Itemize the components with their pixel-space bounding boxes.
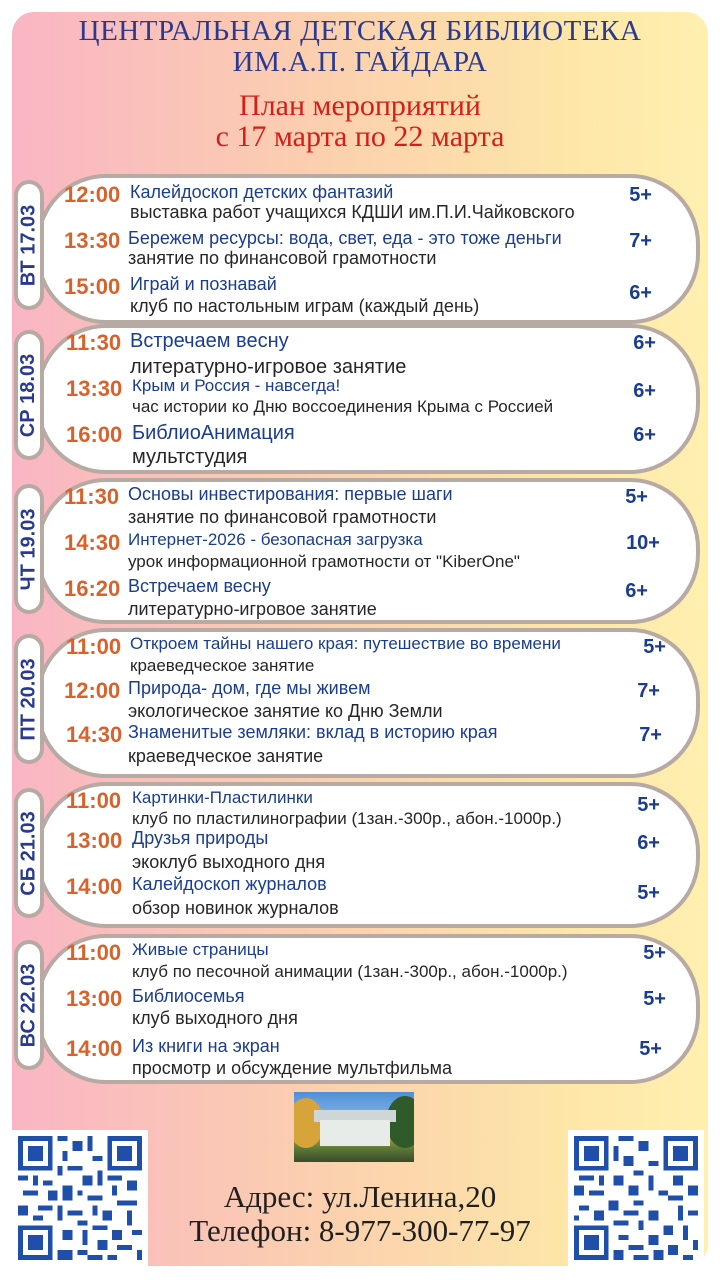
event-title: Играй и познавай <box>130 274 277 294</box>
qr-code-left[interactable] <box>12 1130 148 1266</box>
age-badge: 6+ <box>629 282 652 304</box>
event-time: 11:00 <box>66 940 122 965</box>
event-title: Откроем тайны нашего края: путешествие во времени <box>130 634 561 653</box>
library-name-line2: ИМ.А.П. ГАЙДАРА <box>232 46 488 78</box>
event-time: 13:00 <box>66 828 123 853</box>
event-subtitle: краеведческое занятие <box>128 746 324 766</box>
day-block-wednesday <box>14 324 700 474</box>
event-time: 13:00 <box>66 986 123 1011</box>
event-subtitle: мультстудия <box>132 446 248 468</box>
event-subtitle: экологическое занятие ко Дню Земли <box>128 701 443 721</box>
age-badge: 6+ <box>637 832 660 854</box>
qr-code-right[interactable] <box>568 1130 704 1266</box>
event-title: Природа- дом, где мы живем <box>128 678 371 698</box>
age-badge: 5+ <box>643 942 666 964</box>
event-title: Встречаем весну <box>130 330 289 352</box>
age-badge: 5+ <box>629 184 652 206</box>
day-tab <box>14 788 44 918</box>
event-time: 11:00 <box>66 788 122 813</box>
event-subtitle: выставка работ учащихся КДШИ им.П.И.Чайковского <box>130 202 575 222</box>
event-time: 11:30 <box>66 330 122 355</box>
day-label: ПТ 20.03 <box>17 657 40 741</box>
event-time: 14:30 <box>66 722 123 747</box>
library-name-line1: ЦЕНТРАЛЬНАЯ ДЕТСКАЯ БИБЛИОТЕКА <box>78 15 642 47</box>
event-time: 11:30 <box>64 484 120 509</box>
photo-tree <box>386 1096 414 1148</box>
event-time: 11:00 <box>66 634 122 659</box>
event-subtitle: просмотр и обсуждение мультфильма <box>132 1058 452 1078</box>
day-label: ВС 22.03 <box>17 963 40 1047</box>
event-title: Картинки-Пластилинки <box>132 788 313 807</box>
qr-code-right-icon <box>574 1136 698 1260</box>
day-tab <box>14 634 44 764</box>
age-badge: 5+ <box>625 486 648 508</box>
event-title: Живые страницы <box>132 940 269 959</box>
event-title: БиблиоАнимация <box>132 422 295 444</box>
event-title: Бережем ресурсы: вода, свет, еда - это тоже деньги <box>128 228 562 248</box>
age-badge: 5+ <box>637 882 660 904</box>
event-subtitle: клуб по настольным играм (каждый день) <box>130 296 480 316</box>
age-badge: 5+ <box>643 988 666 1010</box>
day-tab <box>14 330 44 460</box>
day-label: ВТ 17.03 <box>17 204 40 286</box>
event-title: Встречаем весну <box>128 576 271 596</box>
event-time: 15:00 <box>64 274 121 299</box>
event-subtitle: литературно-игровое занятие <box>128 599 377 619</box>
age-badge: 5+ <box>639 1038 662 1060</box>
event-title: Крым и Россия - навсегда! <box>132 376 341 395</box>
event-title: Интернет-2026 - безопасная загрузка <box>128 530 423 549</box>
event-subtitle: литературно-игровое занятие <box>130 356 407 378</box>
age-badge: 7+ <box>639 724 662 746</box>
day-block-friday <box>14 628 700 778</box>
plan-title <box>0 90 720 152</box>
event-subtitle: занятие по финансовой грамотности <box>128 507 437 527</box>
event-time: 14:30 <box>64 530 121 555</box>
event-title: Знаменитые земляки: вклад в историю края <box>128 722 498 742</box>
event-time: 12:00 <box>64 182 121 207</box>
age-badge: 6+ <box>625 580 648 602</box>
event-subtitle: час истории ко Дню воссоединения Крыма с Россией <box>132 397 554 416</box>
age-badge: 6+ <box>633 424 656 446</box>
day-tab <box>14 180 44 310</box>
event-time: 16:20 <box>64 576 121 601</box>
event-time: 16:00 <box>66 422 123 447</box>
day-label: ЧТ 19.03 <box>17 508 40 590</box>
day-block-tuesday <box>14 174 700 324</box>
age-badge: 5+ <box>637 794 660 816</box>
event-time: 13:30 <box>64 228 121 253</box>
event-subtitle: клуб по пластилинографии (1зан.-300р., абон.-1000р.) <box>132 809 562 828</box>
event-time: 13:30 <box>66 376 123 401</box>
day-tab <box>14 484 44 614</box>
event-time: 12:00 <box>64 678 121 703</box>
photo-building <box>320 1120 390 1146</box>
plan-title-line1: План мероприятий <box>239 89 481 122</box>
day-block-thursday <box>14 478 700 624</box>
age-badge: 7+ <box>629 230 652 252</box>
event-subtitle: клуб по песочной анимации (1зан.-300р., абон.-1000р.) <box>132 962 568 981</box>
plan-title-line2: с 17 марта по 22 марта <box>215 120 505 153</box>
age-badge: 7+ <box>637 680 660 702</box>
age-badge: 6+ <box>633 332 656 354</box>
event-subtitle: занятие по финансовой грамотности <box>128 248 437 268</box>
day-label: СР 18.03 <box>17 353 40 437</box>
age-badge: 5+ <box>643 636 666 658</box>
event-title: Библиосемья <box>132 986 245 1006</box>
event-subtitle: урок информационной грамотности от "KiberOne" <box>128 552 520 571</box>
event-subtitle: краеведческое занятие <box>130 656 315 675</box>
event-subtitle: обзор новинок журналов <box>132 898 339 918</box>
event-title: Основы инвестирования: первые шаги <box>128 484 453 504</box>
event-time: 14:00 <box>66 1036 123 1061</box>
library-name <box>0 16 720 78</box>
qr-code-left-icon <box>18 1136 142 1260</box>
event-title: Калейдоскоп журналов <box>132 874 327 894</box>
event-title: Из книги на экран <box>132 1036 280 1056</box>
event-subtitle: экоклуб выходного дня <box>132 852 326 872</box>
event-subtitle: клуб выходного дня <box>132 1008 298 1028</box>
day-label: СБ 21.03 <box>17 810 40 896</box>
event-time: 14:00 <box>66 874 123 899</box>
event-title: Друзья природы <box>132 828 269 848</box>
day-block-sunday <box>14 934 700 1084</box>
address-text: Адрес: ул.Ленина,20 <box>223 1179 497 1214</box>
age-badge: 6+ <box>633 380 656 402</box>
age-badge: 10+ <box>626 532 660 554</box>
phone-text: Телефон: 8-977-300-77-97 <box>189 1213 531 1248</box>
library-photo <box>294 1092 414 1162</box>
event-title: Калейдоскоп детских фантазий <box>130 182 394 202</box>
day-block-saturday <box>14 782 700 928</box>
day-tab <box>14 940 44 1070</box>
